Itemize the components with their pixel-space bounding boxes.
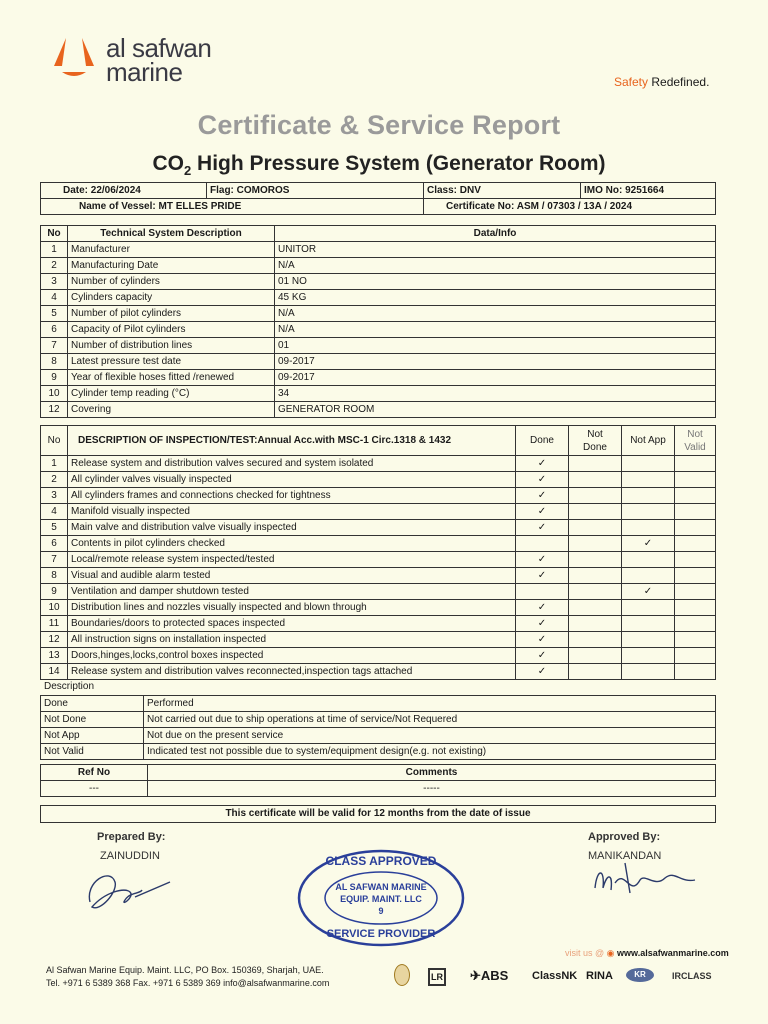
footer-contact: Tel. +971 6 5389 368 Fax. +971 6 5389 369 info@alsafwanmarine.com (46, 978, 330, 988)
insp-not-done-cell (569, 648, 622, 664)
tech-row-no: 9 (41, 370, 68, 386)
insp-not-done-cell (569, 664, 622, 680)
insp-not-valid-cell (675, 520, 716, 536)
comments-table (40, 764, 716, 797)
insp-not-valid-cell (675, 648, 716, 664)
insp-row-desc: Ventilation and damper shutdown tested (68, 584, 516, 600)
inspection-row (41, 616, 716, 632)
tech-row (41, 242, 716, 258)
validity-text: This certificate will be valid for 12 months from the date of issue (41, 806, 716, 823)
insp-not-valid-cell (675, 664, 716, 680)
header-info-table (40, 182, 716, 215)
tech-row-desc: Covering (68, 402, 275, 418)
tech-row-desc: Number of distribution lines (68, 338, 275, 354)
class-approved-stamp (296, 848, 466, 948)
legend-term: Not Done (41, 712, 144, 728)
tech-col-no: No (41, 226, 68, 242)
inspection-row (41, 632, 716, 648)
tech-row-no: 2 (41, 258, 68, 274)
inspection-table (40, 425, 716, 680)
insp-not-valid-cell (675, 552, 716, 568)
legend-meaning: Performed (144, 696, 716, 712)
insp-not-valid-cell (675, 600, 716, 616)
tech-row-data: UNITOR (275, 242, 716, 258)
insp-row-no: 3 (41, 488, 68, 504)
tech-row-desc: Cylinders capacity (68, 290, 275, 306)
vessel-cell: Name of Vessel: MT ELLES PRIDE (41, 199, 424, 215)
check-mark-icon: ✓ (537, 489, 547, 501)
insp-row-desc: Main valve and distribution valve visually inspected (68, 520, 516, 536)
insp-done-cell (516, 664, 569, 680)
check-mark-icon: ✓ (537, 569, 547, 581)
insp-not-app-cell (622, 488, 675, 504)
legend-row (41, 728, 716, 744)
tech-row-no: 10 (41, 386, 68, 402)
insp-done-cell (516, 584, 569, 600)
insp-col-not-done-line1: Not (587, 428, 603, 440)
insp-row-desc: Release system and distribution valves secured and system isolated (68, 456, 516, 472)
insp-not-valid-cell (675, 456, 716, 472)
check-mark-icon: ✓ (537, 665, 547, 677)
tech-row-no: 7 (41, 338, 68, 354)
imo-cell: IMO No: 9251664 (581, 183, 716, 199)
prepared-signature-icon (80, 862, 180, 922)
insp-row-no: 1 (41, 456, 68, 472)
emblem-logo-icon (394, 964, 410, 986)
insp-done-cell (516, 472, 569, 488)
insp-row-no: 14 (41, 664, 68, 680)
tech-row-no: 6 (41, 322, 68, 338)
insp-col-no: No (41, 426, 68, 456)
rina-logo: RINA (586, 970, 613, 982)
insp-not-app-cell (622, 552, 675, 568)
insp-not-valid-cell (675, 504, 716, 520)
check-mark-icon: ✓ (537, 649, 547, 661)
insp-not-done-cell (569, 488, 622, 504)
brand-name-line2: marine (106, 57, 183, 87)
insp-done-cell (516, 616, 569, 632)
insp-not-app-cell (622, 632, 675, 648)
legend-row (41, 696, 716, 712)
comments-col-ref: Ref No (41, 765, 148, 781)
insp-col-desc: DESCRIPTION OF INSPECTION/TEST:Annual Acc.with MSC-1 Circ.1318 & 1432 (68, 426, 516, 456)
comment-ref-value: --- (41, 781, 148, 797)
kr-logo (626, 968, 654, 982)
tech-row (41, 354, 716, 370)
legend-meaning: Not due on the present service (144, 728, 716, 744)
subtitle-subscript: 2 (183, 163, 192, 179)
insp-col-not-app: Not App (622, 426, 675, 456)
insp-not-app-cell (622, 520, 675, 536)
check-mark-icon: ✓ (537, 601, 547, 613)
insp-not-valid-cell (675, 568, 716, 584)
class-cell: Class: DNV (424, 183, 581, 199)
insp-done-cell (516, 632, 569, 648)
stamp-bottom-text: SERVICE PROVIDER (326, 928, 436, 940)
insp-done-cell (516, 456, 569, 472)
insp-not-valid-cell (675, 536, 716, 552)
insp-row-no: 9 (41, 584, 68, 600)
insp-not-app-cell (622, 664, 675, 680)
insp-not-app-cell (622, 568, 675, 584)
company-logo (48, 33, 248, 87)
tech-row (41, 274, 716, 290)
tech-row (41, 402, 716, 418)
insp-not-app-cell (622, 600, 675, 616)
tech-row (41, 338, 716, 354)
inspection-row (41, 664, 716, 680)
legend-row (41, 712, 716, 728)
kr-logo-text: KR (634, 970, 646, 979)
insp-col-not-valid-line2: Valid (684, 441, 706, 453)
check-mark-icon: ✓ (537, 473, 547, 485)
insp-row-desc: Visual and audible alarm tested (68, 568, 516, 584)
approved-signature-icon (585, 858, 705, 908)
document-title: Certificate & Service Report (197, 110, 561, 140)
inspection-row (41, 648, 716, 664)
check-mark-icon: ✓ (643, 585, 653, 597)
tech-row-data: GENERATOR ROOM (275, 402, 716, 418)
technical-table (40, 225, 716, 418)
tech-row (41, 258, 716, 274)
inspection-row (41, 504, 716, 520)
tech-row-no: 1 (41, 242, 68, 258)
insp-row-no: 12 (41, 632, 68, 648)
insp-not-valid-cell (675, 616, 716, 632)
legend-heading: Description (44, 681, 95, 692)
insp-row-desc: Release system and distribution valves reconnected,inspection tags attached (68, 664, 516, 680)
check-mark-icon: ✓ (537, 617, 547, 629)
insp-row-no: 13 (41, 648, 68, 664)
tech-row-data: 09-2017 (275, 370, 716, 386)
insp-row-desc: All cylinder valves visually inspected (68, 472, 516, 488)
tech-row-data: N/A (275, 322, 716, 338)
insp-not-app-cell (622, 472, 675, 488)
insp-done-cell (516, 520, 569, 536)
abs-logo-text: ABS (480, 968, 509, 983)
insp-done-cell (516, 568, 569, 584)
insp-not-app-cell (622, 536, 675, 552)
tech-row-desc: Number of cylinders (68, 274, 275, 290)
globe-icon: ◉ (606, 948, 615, 958)
legend-row (41, 744, 716, 760)
insp-not-app-cell (622, 648, 675, 664)
tech-row-no: 4 (41, 290, 68, 306)
tech-row-desc: Manufacturer (68, 242, 275, 258)
insp-row-desc: All cylinders frames and connections checked for tightness (68, 488, 516, 504)
tech-row-desc: Year of flexible hoses fitted /renewed (68, 370, 275, 386)
tech-col-desc: Technical System Description (68, 226, 275, 242)
check-mark-icon: ✓ (537, 457, 547, 469)
tech-col-data: Data/Info (275, 226, 716, 242)
legend-term: Not Valid (41, 744, 144, 760)
insp-not-valid-cell (675, 472, 716, 488)
insp-not-valid-cell (675, 584, 716, 600)
insp-row-no: 11 (41, 616, 68, 632)
insp-row-no: 5 (41, 520, 68, 536)
check-mark-icon: ✓ (537, 521, 547, 533)
insp-done-cell (516, 648, 569, 664)
tagline-rest: Redefined. (648, 75, 710, 89)
comments-col-comments: Comments (148, 765, 716, 781)
insp-not-done-cell (569, 536, 622, 552)
insp-not-done-cell (569, 552, 622, 568)
stamp-line3: 9 (378, 906, 384, 916)
approved-by-label: Approved By: (588, 831, 661, 843)
insp-not-app-cell (622, 584, 675, 600)
insp-row-no: 6 (41, 536, 68, 552)
subtitle-prefix: CO (152, 152, 184, 175)
legend-table (40, 695, 716, 760)
tech-row (41, 306, 716, 322)
tech-row (41, 322, 716, 338)
legend-term: Done (41, 696, 144, 712)
insp-col-not-done (569, 426, 622, 456)
visit-us-text: visit us @ (565, 948, 605, 958)
stamp-line1: AL SAFWAN MARINE (335, 882, 427, 892)
tech-row-data: N/A (275, 258, 716, 274)
insp-not-done-cell (569, 584, 622, 600)
legend-term: Not App (41, 728, 144, 744)
approved-by-name: MANIKANDAN (588, 850, 662, 862)
insp-row-desc: Local/remote release system inspected/tested (68, 552, 516, 568)
insp-row-no: 4 (41, 504, 68, 520)
insp-not-app-cell (622, 456, 675, 472)
footer-website (565, 948, 729, 959)
insp-row-no: 2 (41, 472, 68, 488)
check-mark-icon: ✓ (537, 553, 547, 565)
insp-row-no: 10 (41, 600, 68, 616)
check-mark-icon: ✓ (537, 633, 547, 645)
insp-not-done-cell (569, 600, 622, 616)
tech-row (41, 386, 716, 402)
inspection-row (41, 600, 716, 616)
insp-not-done-cell (569, 568, 622, 584)
inspection-row (41, 472, 716, 488)
insp-row-desc: All instruction signs on installation inspected (68, 632, 516, 648)
insp-done-cell (516, 536, 569, 552)
insp-row-desc: Manifold visually inspected (68, 504, 516, 520)
brand-name-line1: al safwan (106, 33, 212, 63)
footer-address: Al Safwan Marine Equip. Maint. LLC, PO Box. 150369, Sharjah, UAE. (46, 965, 324, 975)
sail-logo-icon (48, 34, 100, 82)
insp-row-no: 8 (41, 568, 68, 584)
legend-meaning: Indicated test not possible due to system/equipment design(e.g. not existing) (144, 744, 716, 760)
insp-not-valid-cell (675, 632, 716, 648)
inspection-row (41, 568, 716, 584)
insp-row-no: 7 (41, 552, 68, 568)
tech-row (41, 370, 716, 386)
insp-row-desc: Boundaries/doors to protected spaces inspected (68, 616, 516, 632)
tech-row-data: 34 (275, 386, 716, 402)
inspection-row (41, 520, 716, 536)
tech-row-no: 12 (41, 402, 68, 418)
insp-col-done: Done (516, 426, 569, 456)
legend-meaning: Not carried out due to ship operations at time of service/Not Requered (144, 712, 716, 728)
insp-not-done-cell (569, 616, 622, 632)
inspection-row (41, 552, 716, 568)
insp-not-valid-cell (675, 488, 716, 504)
insp-done-cell (516, 552, 569, 568)
insp-not-app-cell (622, 504, 675, 520)
document-subtitle (0, 152, 758, 178)
inspection-row (41, 536, 716, 552)
tech-row-no: 3 (41, 274, 68, 290)
tech-row-data: 45 KG (275, 290, 716, 306)
check-mark-icon: ✓ (643, 537, 653, 549)
tech-row-no: 5 (41, 306, 68, 322)
class-logos (390, 962, 720, 992)
date-cell: Date: 22/06/2024 (41, 183, 207, 199)
tech-row-data: 01 NO (275, 274, 716, 290)
insp-row-desc: Doors,hinges,locks,control boxes inspected (68, 648, 516, 664)
tech-row (41, 290, 716, 306)
insp-not-done-cell (569, 632, 622, 648)
classnk-logo: ClassNK (532, 970, 578, 982)
tech-row-data: N/A (275, 306, 716, 322)
comment-value: ----- (148, 781, 716, 797)
insp-row-desc: Contents in pilot cylinders checked (68, 536, 516, 552)
website-text[interactable]: www.alsafwanmarine.com (617, 948, 729, 958)
insp-col-not-valid-line1: Not (687, 428, 703, 440)
stamp-top-text: CLASS APPROVED (325, 854, 437, 868)
irclass-logo: IRCLASS (672, 971, 712, 981)
insp-not-done-cell (569, 520, 622, 536)
flag-cell: Flag: COMOROS (207, 183, 424, 199)
insp-row-desc: Distribution lines and nozzles visually inspected and blown through (68, 600, 516, 616)
check-mark-icon: ✓ (537, 505, 547, 517)
tagline-accent: Safety (614, 75, 649, 89)
certificate-cell: Certificate No: ASM / 07303 / 13A / 2024 (424, 199, 716, 215)
validity-table (40, 805, 716, 823)
subtitle-rest: High Pressure System (Generator Room) (191, 152, 606, 175)
tagline (614, 75, 709, 89)
prepared-by-name: ZAINUDDIN (100, 850, 160, 862)
tech-row-no: 8 (41, 354, 68, 370)
tech-row-desc: Latest pressure test date (68, 354, 275, 370)
insp-not-app-cell (622, 616, 675, 632)
insp-done-cell (516, 488, 569, 504)
inspection-row (41, 488, 716, 504)
tech-row-desc: Cylinder temp reading (°C) (68, 386, 275, 402)
tech-row-data: 01 (275, 338, 716, 354)
insp-done-cell (516, 504, 569, 520)
inspection-row (41, 584, 716, 600)
abs-logo: ✈ABS (470, 968, 509, 983)
prepared-by-label: Prepared By: (97, 831, 166, 843)
stamp-line2: EQUIP. MAINT. LLC (340, 894, 422, 904)
insp-done-cell (516, 600, 569, 616)
insp-col-not-done-line2: Done (583, 441, 607, 453)
insp-not-done-cell (569, 472, 622, 488)
insp-col-not-valid (675, 426, 716, 456)
insp-not-done-cell (569, 456, 622, 472)
tech-row-desc: Number of pilot cylinders (68, 306, 275, 322)
inspection-row (41, 456, 716, 472)
tech-row-desc: Capacity of Pilot cylinders (68, 322, 275, 338)
tech-row-data: 09-2017 (275, 354, 716, 370)
insp-not-done-cell (569, 504, 622, 520)
tech-row-desc: Manufacturing Date (68, 258, 275, 274)
lloyds-logo-icon: LR (428, 968, 446, 986)
